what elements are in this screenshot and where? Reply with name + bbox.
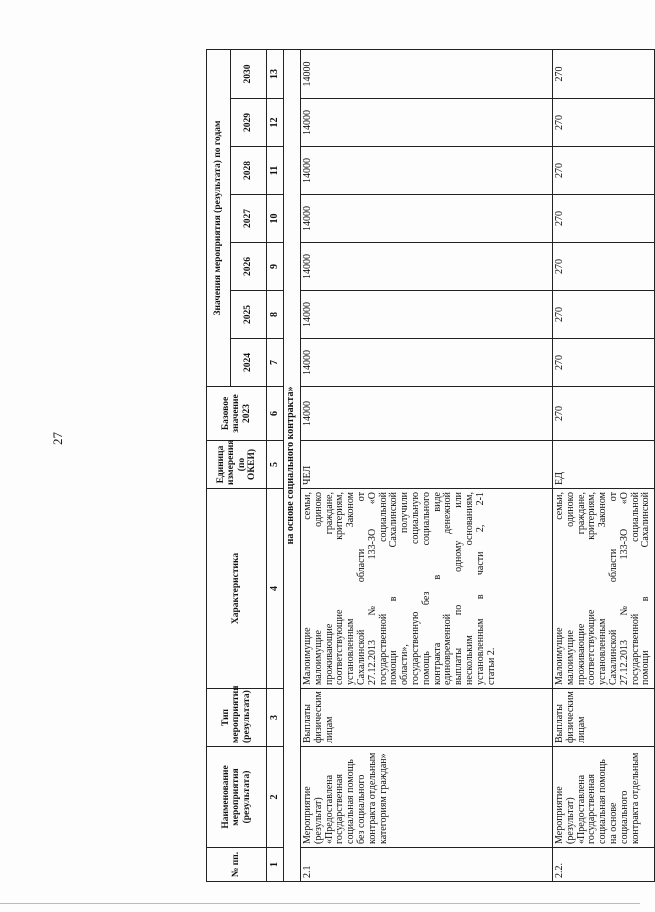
characteristics-line: контракта в виде (431, 492, 443, 685)
col-number: 10 (267, 195, 284, 243)
row-number: 2.2. (553, 848, 655, 882)
characteristics-line: государственной социальной (629, 492, 641, 685)
year-value-cell: 270 (553, 291, 655, 339)
year-value-cell: 14000 (301, 195, 553, 243)
col-number: 1 (267, 848, 284, 882)
column-number-row (267, 49, 284, 881)
characteristics-line: проживающие граждане, (323, 492, 335, 685)
header-unit: Единица измерения (по ОКЕИ) (207, 441, 267, 489)
base-value-cell: 270 (553, 387, 655, 441)
header-year: 2030 (231, 49, 267, 98)
year-value-cell: 14000 (301, 291, 553, 339)
header-year: 2026 (231, 243, 267, 291)
measure-type: Выплаты физическим лицам (553, 689, 655, 747)
header-values-group: Значения мероприятия (результата) по годам (207, 49, 231, 386)
col-number: 13 (267, 49, 284, 98)
unit-cell: ЕД (553, 441, 655, 489)
rotated-table-container (206, 50, 652, 882)
characteristics-line: государственной социальной (377, 492, 389, 685)
characteristics-line: области», получили (399, 492, 411, 685)
col-number: 4 (267, 489, 284, 689)
base-value-cell: 14000 (301, 387, 553, 441)
measure-characteristics (301, 489, 553, 689)
characteristics-line: Малоимущие семьи, (302, 492, 313, 685)
table-row (301, 49, 553, 881)
header-row-1 (207, 49, 231, 881)
col-number: 6 (267, 387, 284, 441)
header-name: Наименование мероприятия (результата) (207, 747, 267, 848)
characteristics-line: Сахалинской области от (355, 492, 367, 685)
col-number: 9 (267, 243, 284, 291)
table-row (553, 49, 655, 881)
col-number: 8 (267, 291, 284, 339)
year-value-cell: 270 (553, 49, 655, 98)
col-number: 12 (267, 99, 284, 147)
characteristics-line: малоимущие одиноко (564, 492, 576, 685)
year-value-cell: 14000 (301, 243, 553, 291)
section-title: на основе социального контракта» (284, 49, 301, 881)
header-characteristics: Характеристика (207, 489, 267, 689)
year-value-cell: 270 (553, 99, 655, 147)
year-value-cell: 270 (553, 195, 655, 243)
page-number: 27 (50, 432, 65, 445)
unit-cell: ЧЕЛ (301, 441, 553, 489)
characteristics-line: соответствующие критериям, (586, 492, 598, 685)
year-value-cell: 270 (553, 339, 655, 387)
header-year: 2025 (231, 291, 267, 339)
row-number: 2.1 (301, 848, 553, 882)
header-year: 2029 (231, 99, 267, 147)
characteristics-line: выплаты по одному или (453, 492, 465, 685)
header-type: Тип мероприятия (результата) (207, 689, 267, 747)
col-number: 3 (267, 689, 284, 747)
header-num: № пп. (207, 848, 267, 882)
year-value-cell: 14000 (301, 339, 553, 387)
characteristics-line: 27.12.2013 № 133-ЗО «О (618, 492, 630, 685)
header-year: 2027 (231, 195, 267, 243)
characteristics-line: Сахалинской области от (607, 492, 619, 685)
header-base-value: Базовое значение 2023 (207, 387, 267, 441)
measures-table (206, 49, 655, 882)
characteristics-line: помощи в Сахалинской (388, 492, 400, 685)
measure-type: Выплаты физическим лицам (301, 689, 553, 747)
year-value-cell: 270 (553, 243, 655, 291)
characteristics-line: малоимущие одиноко (312, 492, 324, 685)
characteristics-line: помощи в Сахалинской (640, 492, 652, 685)
col-number: 5 (267, 441, 284, 489)
characteristics-line: установленным Законом (345, 492, 357, 685)
characteristics-line: статьи 2. (485, 647, 497, 685)
scan-edge-line (0, 903, 640, 904)
header-year: 2028 (231, 147, 267, 195)
characteristics-line: установленным в части 2, 2-1 (474, 492, 486, 685)
header-year: 2024 (231, 339, 267, 387)
characteristics-line: установленным Законом (597, 492, 609, 685)
characteristics-line: нескольким основаниям, (463, 492, 475, 685)
col-number: 2 (267, 747, 284, 848)
year-value-cell: 14000 (301, 147, 553, 195)
characteristics-line: соответствующие критериям, (334, 492, 346, 685)
measure-characteristics (553, 489, 655, 689)
section-row (284, 49, 301, 881)
characteristics-line: помощь без социального (420, 492, 432, 685)
measure-name: Мероприятие (результат) «Предоставлена государственная социальная помощь на основе социального контракта отдельным (553, 747, 655, 848)
characteristics-line: единовременной денежной (442, 492, 454, 685)
characteristics-line: проживающие граждане, (575, 492, 587, 685)
characteristics-line: государственную социальную (409, 492, 421, 685)
characteristics-line: Малоимущие семьи, (554, 492, 565, 685)
characteristics-line: 27.12.2013 № 133-ЗО «О (366, 492, 378, 685)
year-value-cell: 14000 (301, 99, 553, 147)
year-value-cell: 270 (553, 147, 655, 195)
measure-name: Мероприятие (результат) «Предоставлена государственная социальная помощь без социального контракта отдельным категориям граждан» (301, 747, 553, 848)
col-number: 11 (267, 147, 284, 195)
year-value-cell: 14000 (301, 49, 553, 98)
col-number: 7 (267, 339, 284, 387)
